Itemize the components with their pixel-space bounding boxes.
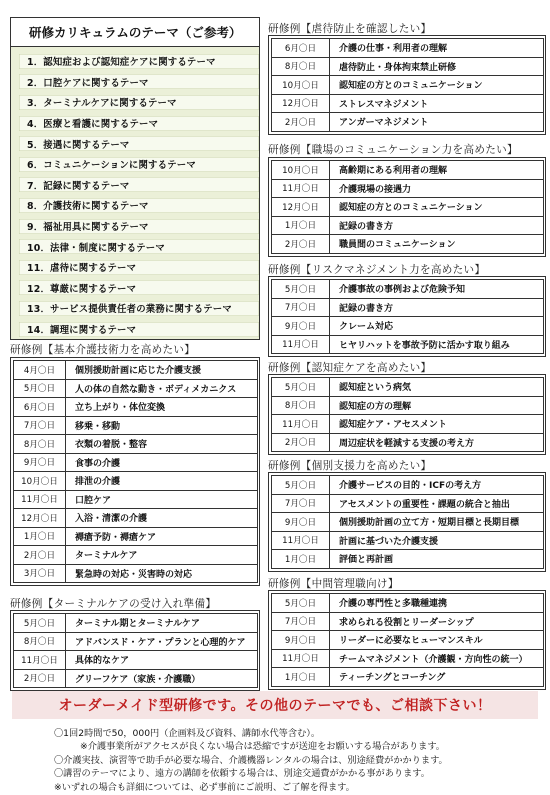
curriculum-box	[10, 17, 260, 340]
session-topic: 記録の書き方	[330, 298, 544, 317]
session-topic: 認知症ケア・アセスメント	[330, 415, 544, 434]
session-month: 9月〇日	[272, 631, 330, 650]
session-month: 2月〇日	[14, 546, 66, 565]
session-month: 1月〇日	[272, 216, 330, 235]
session-topic: ターミナルケア	[66, 546, 258, 565]
section-title-terminal: 研修例【ターミナルケアの受け入れ準備】	[10, 598, 217, 610]
session-topic: 介護サービスの目的・ICFの考え方	[330, 476, 544, 495]
session-topic: 記録の書き方	[330, 216, 544, 235]
table-row	[272, 235, 544, 254]
session-month: 11月〇日	[272, 649, 330, 668]
session-topic: 職員間のコミュニケーション	[330, 235, 544, 254]
curriculum-list	[11, 47, 259, 339]
table-row	[272, 649, 544, 668]
session-topic: 認知症の方の理解	[330, 396, 544, 415]
note-line: 〇講習のテーマにより、遠方の講師を依頼する場合は、別途交通費がかかる事があります。	[54, 768, 430, 780]
curriculum-item-label: 2．口腔ケアに関するテーマ	[19, 74, 259, 89]
session-topic: 虐待防止・身体拘束禁止研修	[330, 57, 544, 76]
session-topic: チームマネジメント（介護観・方向性の統一）	[330, 649, 544, 668]
consult-banner: オーダーメイド型研修です。その他のテーマでも、ご相談下さい！	[12, 691, 538, 719]
curriculum-item-label: 11．虐待に関するテーマ	[19, 260, 259, 275]
curriculum-item-label: 14．調理に関するテーマ	[19, 322, 259, 337]
session-month: 5月〇日	[272, 378, 330, 397]
section-title-workplace: 研修例【職場のコミュニケーション力を高めたい】	[268, 144, 518, 156]
session-topic: 緊急時の対応・災害時の対応	[66, 564, 258, 583]
table-row	[272, 298, 544, 317]
table-row	[272, 396, 544, 415]
curriculum-item	[11, 133, 259, 154]
session-month: 8月〇日	[14, 632, 66, 651]
session-topic: 個別援助計画の立て方・短期目標と長期目標	[330, 513, 544, 532]
session-topic: 入浴・清潔の介護	[66, 509, 258, 528]
curriculum-item	[11, 175, 259, 196]
session-topic: 移乗・移動	[66, 416, 258, 435]
session-month: 7月〇日	[272, 494, 330, 513]
session-month: 2月〇日	[14, 669, 66, 688]
table-row	[272, 594, 544, 613]
table-row	[272, 113, 544, 132]
session-topic: アドバンスド・ケア・プランと心理的ケア	[66, 632, 258, 651]
curriculum-item	[11, 216, 259, 237]
curriculum-item-label: 10．法律・制度に関するテーマ	[19, 239, 259, 254]
session-month: 12月〇日	[272, 198, 330, 217]
table-row	[14, 564, 258, 583]
session-topic: ストレスマネジメント	[330, 94, 544, 113]
session-month: 7月〇日	[272, 612, 330, 631]
table-row	[272, 531, 544, 550]
session-month: 6月〇日	[14, 398, 66, 417]
curriculum-item-label: 1．認知症および認知症ケアに関するテーマ	[19, 54, 259, 69]
note-line: 〇1回2時間で50，000円（企画料及び資料、講師水代等含む）。	[54, 728, 321, 739]
session-topic: 排泄の介護	[66, 472, 258, 491]
table-row	[14, 416, 258, 435]
table-row	[14, 472, 258, 491]
session-topic: 衣類の着脱・整容	[66, 435, 258, 454]
session-month: 8月〇日	[272, 57, 330, 76]
curriculum-item	[11, 236, 259, 257]
table-row	[272, 335, 544, 354]
table-row	[14, 509, 258, 528]
curriculum-item	[11, 278, 259, 299]
session-month: 2月〇日	[272, 235, 330, 254]
session-month: 2月〇日	[272, 433, 330, 452]
curriculum-item-label: 5．接遇に関するテーマ	[19, 136, 259, 151]
session-month: 11月〇日	[272, 415, 330, 434]
session-month: 9月〇日	[272, 317, 330, 336]
session-month: 5月〇日	[14, 614, 66, 633]
session-topic: 求められる役割とリーダーシップ	[330, 612, 544, 631]
session-month: 5月〇日	[272, 280, 330, 299]
session-month: 1月〇日	[272, 668, 330, 687]
session-month: 11月〇日	[272, 531, 330, 550]
table-middle	[268, 590, 546, 690]
session-topic: 具体的なケア	[66, 651, 258, 670]
curriculum-item	[11, 257, 259, 278]
session-topic: 周辺症状を軽減する支援の考え方	[330, 433, 544, 452]
session-topic: グリーフケア（家族・介護職）	[66, 669, 258, 688]
table-row	[272, 378, 544, 397]
table-row	[272, 216, 544, 235]
session-topic: リーダーに必要なヒューマンスキル	[330, 631, 544, 650]
curriculum-item	[11, 154, 259, 175]
curriculum-item-label: 8．介護技術に関するテーマ	[19, 198, 259, 213]
section-title-risk: 研修例【リスクマネジメント力を高めたい】	[268, 264, 486, 276]
curriculum-item-label: 4．医療と看護に関するテーマ	[19, 116, 259, 131]
curriculum-item	[11, 92, 259, 113]
session-month: 1月〇日	[272, 550, 330, 569]
table-row	[14, 361, 258, 380]
curriculum-item-label: 13．サービス提供責任者の業務に関するテーマ	[19, 301, 259, 316]
table-row	[272, 161, 544, 180]
session-month: 7月〇日	[14, 416, 66, 435]
session-month: 5月〇日	[272, 594, 330, 613]
table-row	[272, 494, 544, 513]
session-topic: 個別援助計画に応じた介護支援	[66, 361, 258, 380]
table-row	[14, 527, 258, 546]
session-month: 11月〇日	[272, 335, 330, 354]
table-row	[14, 651, 258, 670]
session-month: 6月〇日	[272, 39, 330, 58]
session-month: 7月〇日	[272, 298, 330, 317]
section-title-dementia: 研修例【認知症ケアを高めたい】	[268, 362, 432, 374]
table-terminal	[10, 610, 260, 691]
session-month: 9月〇日	[272, 513, 330, 532]
session-topic: 認知症の方とのコミュニケーション	[330, 76, 544, 95]
session-topic: アンガーマネジメント	[330, 113, 544, 132]
section-title-abuse: 研修例【虐待防止を確認したい】	[268, 23, 432, 35]
table-risk	[268, 276, 546, 357]
table-row	[272, 280, 544, 299]
session-topic: ティーチングとコーチング	[330, 668, 544, 687]
curriculum-item	[11, 298, 259, 319]
session-month: 2月〇日	[272, 113, 330, 132]
curriculum-item-label: 3．ターミナルケアに関するテーマ	[19, 95, 259, 110]
session-month: 11月〇日	[14, 490, 66, 509]
session-month: 4月〇日	[14, 361, 66, 380]
curriculum-item	[11, 51, 259, 72]
table-row	[272, 612, 544, 631]
table-row	[14, 669, 258, 688]
section-title-basic: 研修例【基本介護技術力を高めたい】	[10, 344, 196, 356]
table-row	[14, 546, 258, 565]
session-month: 3月〇日	[14, 564, 66, 583]
section-title-middle: 研修例【中間管理職向け】	[268, 578, 399, 590]
note-line: 〇介護実技、演習等で助手が必要な場合、介護機器レンタルの場合は、別途経費がかかります。	[54, 754, 448, 766]
session-topic: 介護現場の接遇力	[330, 179, 544, 198]
session-month: 5月〇日	[14, 379, 66, 398]
session-month: 11月〇日	[272, 179, 330, 198]
session-month: 8月〇日	[272, 396, 330, 415]
table-row	[272, 433, 544, 452]
session-month: 10月〇日	[272, 161, 330, 180]
session-month: 9月〇日	[14, 453, 66, 472]
table-row	[14, 435, 258, 454]
session-month: 8月〇日	[14, 435, 66, 454]
table-individual	[268, 472, 546, 572]
table-row	[272, 415, 544, 434]
table-workplace	[268, 157, 546, 257]
table-row	[272, 550, 544, 569]
table-row	[272, 76, 544, 95]
table-dementia	[268, 374, 546, 455]
table-row	[14, 398, 258, 417]
session-month: 1月〇日	[14, 527, 66, 546]
session-topic: アセスメントの重要性・課題の統合と抽出	[330, 494, 544, 513]
session-topic: 褥瘡予防・褥瘡ケア	[66, 527, 258, 546]
session-topic: 高齢期にある利用者の理解	[330, 161, 544, 180]
table-row	[272, 317, 544, 336]
table-row	[272, 476, 544, 495]
session-topic: 介護事故の事例および危険予知	[330, 280, 544, 299]
session-topic: ターミナル期とターミナルケア	[66, 614, 258, 633]
session-topic: 計画に基づいた介護支援	[330, 531, 544, 550]
session-month: 12月〇日	[272, 94, 330, 113]
curriculum-item-label: 6．コミュニケーションに関するテーマ	[19, 157, 259, 172]
curriculum-item	[11, 319, 259, 340]
table-row	[272, 57, 544, 76]
session-topic: 介護の仕事・利用者の理解	[330, 39, 544, 58]
session-topic: 口腔ケア	[66, 490, 258, 509]
pricing-notes	[54, 727, 448, 794]
note-line: ※いずれの場合も詳細については、必ず事前にご説明、ご了解を得ます。	[54, 781, 355, 793]
session-month: 10月〇日	[14, 472, 66, 491]
table-row	[272, 198, 544, 217]
session-topic: 立ち上がり・体位変換	[66, 398, 258, 417]
session-topic: 認知症という病気	[330, 378, 544, 397]
session-month: 5月〇日	[272, 476, 330, 495]
table-row	[272, 94, 544, 113]
table-row	[272, 631, 544, 650]
session-topic: 食事の介護	[66, 453, 258, 472]
table-row	[272, 513, 544, 532]
session-topic: 認知症の方とのコミュニケーション	[330, 198, 544, 217]
curriculum-item	[11, 113, 259, 134]
session-month: 10月〇日	[272, 76, 330, 95]
curriculum-item-label: 12．尊厳に関するテーマ	[19, 280, 259, 295]
note-line: ※介護事業所がアクセスが良くない場合は恐縮ですが送迎をお願いする場合があります。	[80, 741, 445, 753]
table-row	[272, 39, 544, 58]
session-topic: 評価と再計画	[330, 550, 544, 569]
session-topic: 介護の専門性と多職種連携	[330, 594, 544, 613]
curriculum-item	[11, 72, 259, 93]
table-row	[14, 614, 258, 633]
session-month: 12月〇日	[14, 509, 66, 528]
curriculum-item-label: 7．記録に関するテーマ	[19, 177, 259, 192]
table-basic	[10, 357, 260, 586]
curriculum-title: 研修カリキュラムのテーマ（ご参考）	[11, 18, 259, 47]
table-row	[14, 379, 258, 398]
table-row	[272, 668, 544, 687]
table-row	[14, 490, 258, 509]
table-abuse	[268, 35, 546, 135]
table-row	[272, 179, 544, 198]
session-month: 11月〇日	[14, 651, 66, 670]
curriculum-item-label: 9．福祉用具に関するテーマ	[19, 219, 259, 234]
table-row	[14, 632, 258, 651]
session-topic: クレーム対応	[330, 317, 544, 336]
curriculum-item	[11, 195, 259, 216]
table-row	[14, 453, 258, 472]
session-topic: 人の体の自然な動き・ボディメカニクス	[66, 379, 258, 398]
section-title-individual: 研修例【個別支援力を高めたい】	[268, 460, 432, 472]
session-topic: ヒヤリハットを事故予防に活かす取り組み	[330, 335, 544, 354]
